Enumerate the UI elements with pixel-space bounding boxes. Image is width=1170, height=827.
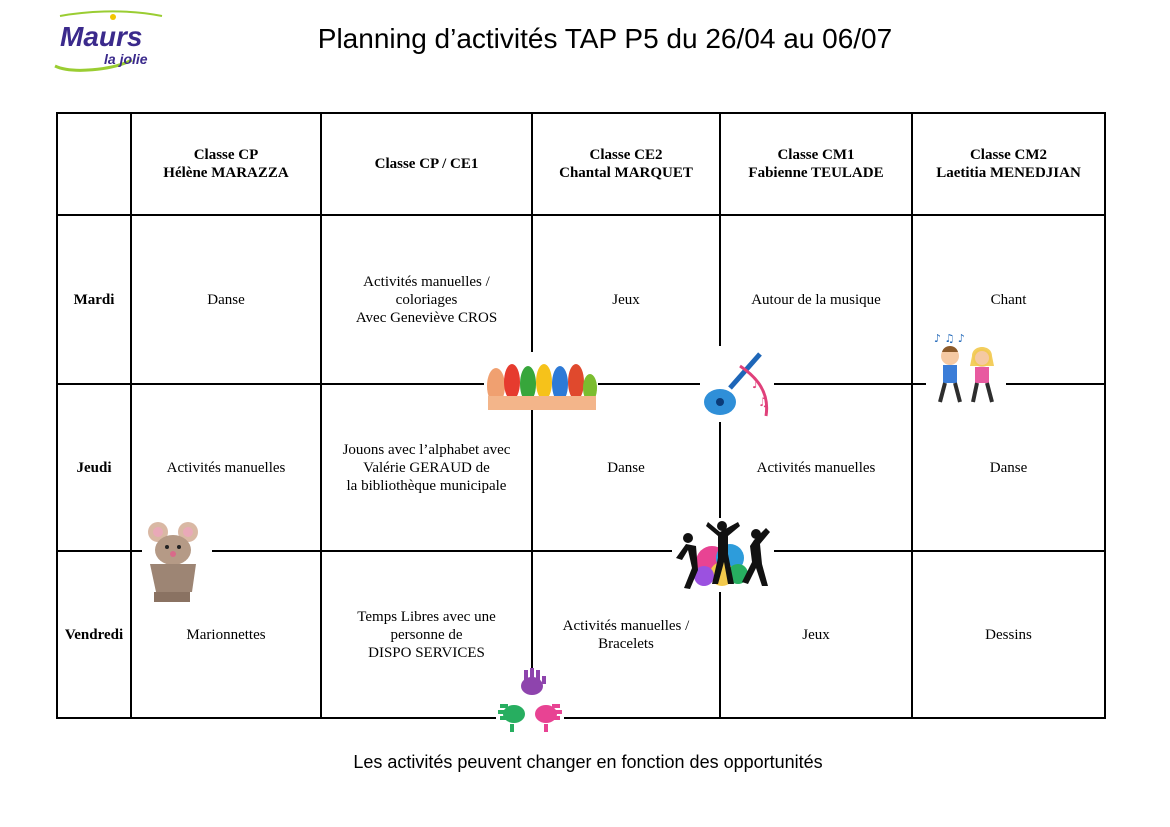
column-header bbox=[131, 113, 321, 215]
activity-cell: Activités manuelles / coloriages Avec Geneviève CROS bbox=[321, 215, 532, 384]
activity-cell: Jeux bbox=[720, 551, 912, 718]
logo-sub-text: la jolie bbox=[104, 51, 148, 67]
table-row-vendredi bbox=[57, 551, 1105, 718]
class-label: Classe CM2 bbox=[969, 147, 1048, 163]
teacher-name: Fabienne TEULADE bbox=[748, 165, 884, 181]
day-label: Mardi bbox=[57, 215, 131, 384]
activity-schedule-table bbox=[56, 112, 1106, 719]
teacher-name: Chantal MARQUET bbox=[559, 165, 693, 181]
column-header bbox=[532, 113, 720, 215]
dancers-silhouette-icon bbox=[672, 518, 774, 592]
corner-cell bbox=[57, 113, 131, 215]
activity-cell: Jouons avec l’alphabet avec Valérie GERAUD de la bibliothèque municipale bbox=[321, 384, 532, 551]
class-label: Classe CP / CE1 bbox=[374, 156, 479, 172]
activity-cell: Danse bbox=[131, 215, 321, 384]
column-header bbox=[720, 113, 912, 215]
teacher-name: Laetitia MENEDJIAN bbox=[936, 165, 1081, 181]
puppet-mouse-icon bbox=[142, 520, 212, 604]
painted-hands-icon bbox=[484, 352, 598, 410]
logo-main-text: Maurs bbox=[60, 21, 143, 52]
class-label: Classe CP bbox=[193, 147, 259, 163]
activity-cell: Chant bbox=[912, 215, 1105, 384]
svg-text:♫: ♫ bbox=[758, 395, 769, 409]
class-label: Classe CE2 bbox=[589, 147, 663, 163]
guitar-music-icon bbox=[700, 346, 774, 422]
teacher-name: Hélène MARAZZA bbox=[163, 165, 289, 181]
svg-text:♪ ♫ ♪: ♪ ♫ ♪ bbox=[934, 332, 965, 345]
page-title: Planning d’activités TAP P5 du 26/04 au 06/07 bbox=[317, 23, 893, 54]
activity-cell: Activités manuelles / Bracelets bbox=[532, 551, 720, 718]
activity-cell: Danse bbox=[532, 384, 720, 551]
column-header bbox=[912, 113, 1105, 215]
colorful-handprints-icon bbox=[496, 668, 564, 734]
activity-cell: Dessins bbox=[912, 551, 1105, 718]
column-header bbox=[321, 113, 532, 215]
day-label: Jeudi bbox=[57, 384, 131, 551]
activity-cell: Activités manuelles bbox=[131, 384, 321, 551]
svg-text:♪: ♪ bbox=[752, 377, 760, 391]
activity-cell: Autour de la musique bbox=[720, 215, 912, 384]
class-label: Classe CM1 bbox=[777, 147, 855, 163]
activity-cell: Danse bbox=[912, 384, 1105, 551]
activity-cell: Marionnettes bbox=[131, 551, 321, 718]
footer-note: Les activités peuvent changer en fonction des opportunités bbox=[353, 752, 823, 772]
activity-cell: Temps Libres avec une personne de DISPO SERVICES bbox=[321, 551, 532, 718]
activity-cell: Activités manuelles bbox=[720, 384, 912, 551]
singing-children-icon bbox=[926, 330, 1006, 410]
day-label: Vendredi bbox=[57, 551, 131, 718]
activity-cell: Jeux bbox=[532, 215, 720, 384]
header-row bbox=[57, 113, 1105, 215]
